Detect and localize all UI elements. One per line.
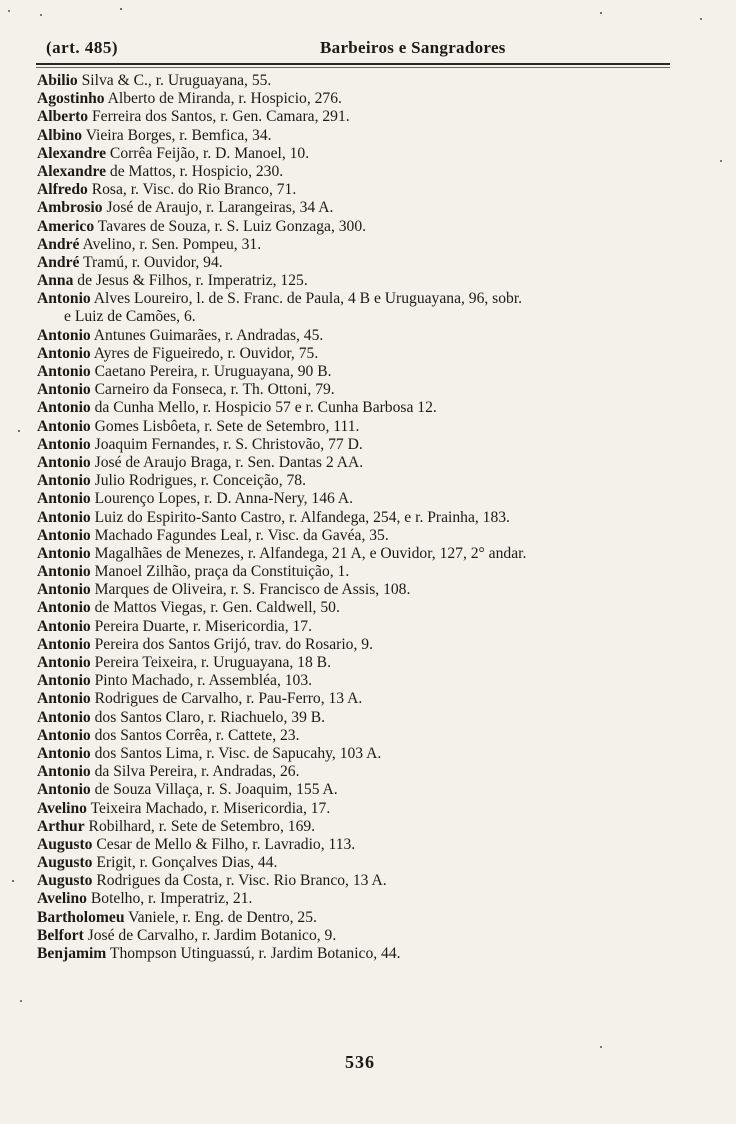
list-item xyxy=(0,272,736,290)
entry-list xyxy=(0,72,736,963)
page-number: 536 xyxy=(345,1052,375,1072)
list-item xyxy=(0,108,736,126)
list-item xyxy=(0,472,736,490)
list-item xyxy=(0,509,736,527)
entry-name: Antonio xyxy=(37,617,91,635)
entry-address: Thompson Utinguassú, r. Jardim Botanico, 44. xyxy=(106,945,401,962)
list-item xyxy=(0,436,736,454)
print-speck xyxy=(600,1046,602,1048)
entry-name: Alfredo xyxy=(37,181,88,199)
entry-address: Luiz do Espirito-Santo Castro, r. Alfandega, 254, e r. Prainha, 183. xyxy=(90,508,510,526)
entry-name: Antonio xyxy=(37,490,91,508)
article-reference: (art. 485) xyxy=(46,38,119,57)
list-item xyxy=(0,145,736,163)
entry-address: de Jesus & Filhos, r. Imperatriz, 125. xyxy=(73,272,308,290)
entry-name: Belfort xyxy=(37,926,84,944)
list-item xyxy=(0,454,736,472)
list-item xyxy=(0,308,736,326)
entry-address: dos Santos Corrêa, r. Cattete, 23. xyxy=(90,726,300,744)
entry-name: Antonio xyxy=(37,381,91,399)
print-speck xyxy=(8,10,10,12)
list-item xyxy=(0,909,736,927)
list-item xyxy=(0,563,736,581)
list-item xyxy=(0,836,736,854)
entry-name: Antonio xyxy=(37,672,91,690)
entry-address: Tavares de Souza, r. S. Luiz Gonzaga, 300. xyxy=(94,217,367,235)
page-footer xyxy=(0,1052,736,1073)
list-item xyxy=(0,290,736,308)
entry-name: Alberto xyxy=(37,108,89,126)
entry-name: Americo xyxy=(37,217,95,235)
entry-address: Rodrigues de Carvalho, r. Pau-Ferro, 13 A. xyxy=(90,690,363,708)
print-speck xyxy=(700,18,702,20)
entry-address: Carneiro da Fonseca, r. Th. Ottoni, 79. xyxy=(90,381,335,399)
entry-address: Manoel Zilhão, praça da Constituição, 1. xyxy=(90,563,350,581)
entry-name: Abilio xyxy=(37,72,78,89)
entry-address: José de Araujo Braga, r. Sen. Dantas 2 AA. xyxy=(90,453,364,471)
header-rule xyxy=(36,63,670,65)
header-rule-thin xyxy=(36,67,670,68)
entry-address: Magalhães de Menezes, r. Alfandega, 21 A, e Ouvidor, 127, 2° andar. xyxy=(90,544,527,562)
list-item xyxy=(0,363,736,381)
entry-name: Antonio xyxy=(37,344,91,362)
entry-address: Avelino, r. Sen. Pompeu, 31. xyxy=(79,235,262,253)
list-item xyxy=(0,127,736,145)
entry-name: Antonio xyxy=(37,508,91,526)
entry-name: Antonio xyxy=(37,290,91,308)
list-item xyxy=(0,218,736,236)
list-item xyxy=(0,781,736,799)
entry-address: Pereira dos Santos Grijó, trav. do Rosario, 9. xyxy=(90,635,373,653)
entry-address: Rosa, r. Visc. do Rio Branco, 71. xyxy=(87,181,297,199)
list-item xyxy=(0,581,736,599)
list-item xyxy=(0,818,736,836)
list-item xyxy=(0,945,736,963)
entry-name: Antonio xyxy=(37,781,91,799)
entry-name: Avelino xyxy=(37,799,87,817)
entry-name: Antonio xyxy=(37,453,91,471)
entry-address: Lourenço Lopes, r. D. Anna-Nery, 146 A. xyxy=(90,490,354,508)
entry-name: Antonio xyxy=(37,708,91,726)
entry-name: Augusto xyxy=(37,835,93,853)
list-item xyxy=(0,854,736,872)
entry-address: dos Santos Lima, r. Visc. de Sapucahy, 103 A. xyxy=(90,744,382,762)
entry-name: Antonio xyxy=(37,363,91,380)
page-header xyxy=(30,36,670,62)
list-item xyxy=(0,545,736,563)
print-speck xyxy=(40,14,42,16)
entry-name: Augusto xyxy=(37,854,93,872)
entry-address: Gomes Lisbôeta, r. Sete de Setembro, 111. xyxy=(90,417,360,435)
entry-address: de Mattos Viegas, r. Gen. Caldwell, 50. xyxy=(90,599,340,617)
list-item xyxy=(0,890,736,908)
list-item xyxy=(0,199,736,217)
entry-address: e Luiz de Camões, 6. xyxy=(64,308,196,326)
list-item xyxy=(0,599,736,617)
list-item xyxy=(0,800,736,818)
entry-address: Vaniele, r. Eng. de Dentro, 25. xyxy=(124,908,317,926)
entry-name: Antonio xyxy=(37,763,91,781)
list-item xyxy=(0,163,736,181)
entry-address: Joaquim Fernandes, r. S. Christovão, 77 D. xyxy=(90,435,363,453)
entry-name: Antonio xyxy=(37,435,91,453)
entry-address: Alberto de Miranda, r. Hospicio, 276. xyxy=(104,90,342,108)
entry-address: Tramú, r. Ouvidor, 94. xyxy=(79,253,223,271)
list-item xyxy=(0,763,736,781)
list-item xyxy=(0,327,736,345)
entry-name: Antonio xyxy=(37,417,91,435)
entry-address: Caetano Pereira, r. Uruguayana, 90 B. xyxy=(90,363,332,380)
entry-address: José de Carvalho, r. Jardim Botanico, 9. xyxy=(83,926,337,944)
entry-name: Avelino xyxy=(37,890,87,908)
entry-address: Machado Fagundes Leal, r. Visc. da Gavéa, 35. xyxy=(90,526,389,544)
entry-address: José de Araujo, r. Larangeiras, 34 A. xyxy=(102,199,334,217)
list-item xyxy=(0,690,736,708)
entry-name: Antonio xyxy=(37,635,91,653)
entry-name: Antonio xyxy=(37,563,91,581)
entry-name: Antonio xyxy=(37,726,91,744)
list-item xyxy=(0,254,736,272)
entry-name: Antonio xyxy=(37,654,91,671)
list-item xyxy=(0,527,736,545)
list-item xyxy=(0,872,736,890)
list-item xyxy=(0,636,736,654)
list-item xyxy=(0,672,736,690)
entry-address: dos Santos Claro, r. Riachuelo, 39 B. xyxy=(90,708,326,726)
list-item xyxy=(0,709,736,727)
list-item xyxy=(0,72,736,90)
entry-name: André xyxy=(37,235,80,253)
print-speck xyxy=(720,160,722,162)
entry-name: Antonio xyxy=(37,744,91,762)
entry-address: Vieira Borges, r. Bemfica, 34. xyxy=(82,126,272,144)
entry-address: Pereira Duarte, r. Misericordia, 17. xyxy=(90,617,313,635)
entry-name: Agostinho xyxy=(37,90,105,108)
entry-address: Erigit, r. Gonçalves Dias, 44. xyxy=(92,854,278,872)
list-item xyxy=(0,927,736,945)
list-item xyxy=(0,381,736,399)
list-item xyxy=(0,745,736,763)
entry-address: Antunes Guimarães, r. Andradas, 45. xyxy=(90,326,324,344)
entry-address: Rodrigues da Costa, r. Visc. Rio Branco, 13 A. xyxy=(92,872,387,890)
entry-name: Antonio xyxy=(37,690,91,708)
entry-address: de Mattos, r. Hospicio, 230. xyxy=(106,162,284,180)
entry-address: Alves Loureiro, l. de S. Franc. de Paula, 4 B e Uruguayana, 96, sobr. xyxy=(90,290,523,308)
entry-name: Antonio xyxy=(37,544,91,562)
print-speck xyxy=(12,880,14,882)
entry-address: Teixeira Machado, r. Misericordia, 17. xyxy=(86,799,331,817)
entry-address: da Silva Pereira, r. Andradas, 26. xyxy=(90,763,300,781)
list-item xyxy=(0,90,736,108)
entry-name: Arthur xyxy=(37,817,85,835)
entry-name: Benjamim xyxy=(37,945,107,962)
entry-address: Ferreira dos Santos, r. Gen. Camara, 291. xyxy=(88,108,350,126)
entry-name: Antonio xyxy=(37,599,91,617)
entry-address: da Cunha Mello, r. Hospicio 57 e r. Cunha Barbosa 12. xyxy=(90,399,437,417)
print-speck xyxy=(18,430,20,432)
entry-address: Pereira Teixeira, r. Uruguayana, 18 B. xyxy=(90,654,331,671)
entry-name: Alexandre xyxy=(37,144,107,162)
entry-address: Cesar de Mello & Filho, r. Lavradio, 113. xyxy=(92,835,356,853)
entry-address: Pinto Machado, r. Assembléa, 103. xyxy=(90,672,313,690)
entry-address: Corrêa Feijão, r. D. Manoel, 10. xyxy=(106,144,310,162)
entry-name: Antonio xyxy=(37,526,91,544)
entry-address: Silva & C., r. Uruguayana, 55. xyxy=(77,72,272,89)
list-item xyxy=(0,418,736,436)
list-item xyxy=(0,345,736,363)
entry-address: Ayres de Figueiredo, r. Ouvidor, 75. xyxy=(90,344,319,362)
entry-name: Antonio xyxy=(37,399,91,417)
entry-name: Antonio xyxy=(37,472,91,490)
list-item xyxy=(0,490,736,508)
print-speck xyxy=(20,1000,22,1002)
entry-address: Julio Rodrigues, r. Conceição, 78. xyxy=(90,472,306,490)
entry-name: Bartholomeu xyxy=(37,908,125,926)
entry-address: Robilhard, r. Sete de Setembro, 169. xyxy=(84,817,316,835)
entry-name: Antonio xyxy=(37,581,91,599)
entry-address: Botelho, r. Imperatriz, 21. xyxy=(86,890,253,908)
list-item xyxy=(0,399,736,417)
print-speck xyxy=(120,8,122,10)
entry-name: Albino xyxy=(37,126,83,144)
section-title: Barbeiros e Sangradores xyxy=(320,38,506,57)
list-item xyxy=(0,654,736,672)
entry-name: Ambrosio xyxy=(37,199,103,217)
entry-address: Marques de Oliveira, r. S. Francisco de Assis, 108. xyxy=(90,581,411,599)
list-item xyxy=(0,236,736,254)
entry-name: Alexandre xyxy=(37,162,107,180)
entry-name: Augusto xyxy=(37,872,93,890)
print-speck xyxy=(600,12,602,14)
entry-address: de Souza Villaça, r. S. Joaquim, 155 A. xyxy=(90,781,338,799)
entry-name: Antonio xyxy=(37,326,91,344)
list-item xyxy=(0,727,736,745)
list-item xyxy=(0,181,736,199)
entry-name: André xyxy=(37,253,80,271)
list-item xyxy=(0,618,736,636)
entry-name: Anna xyxy=(37,272,74,290)
